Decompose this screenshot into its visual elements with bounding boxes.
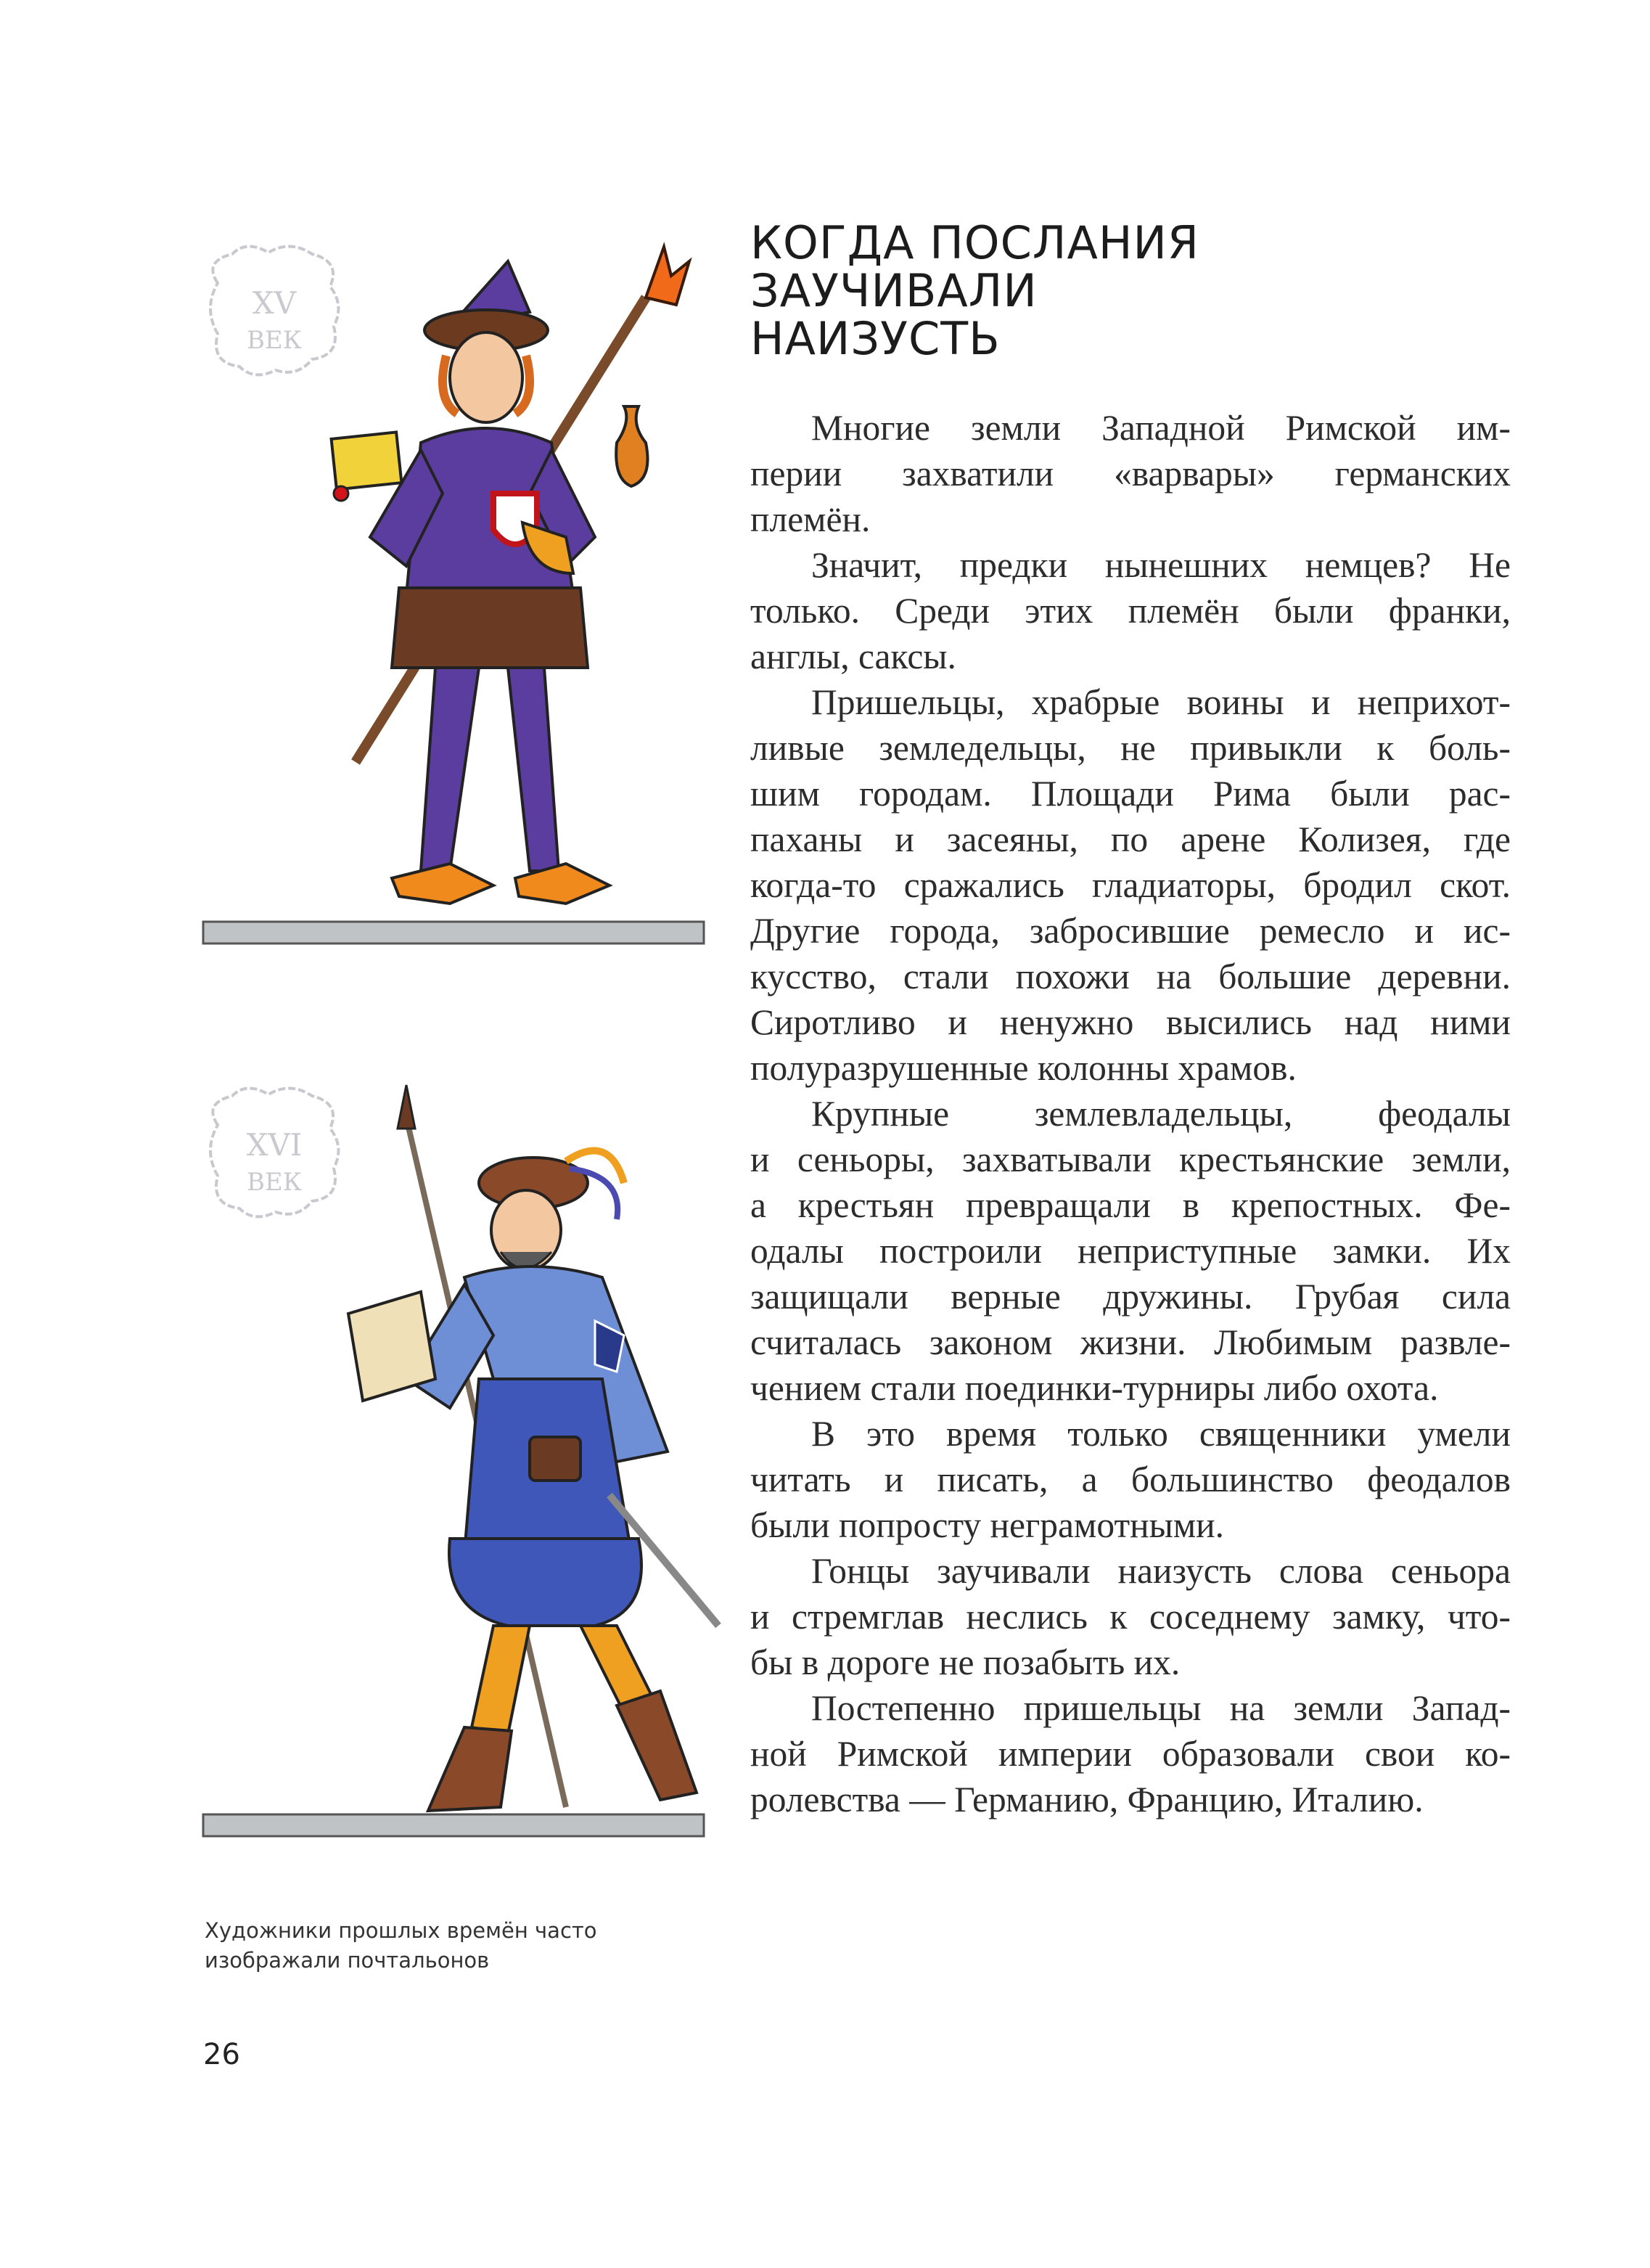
text-line: Постепенно пришельцы на земли Запад- <box>811 1688 1511 1728</box>
text-line: а крестьян превращали в крепостных. Фе- <box>750 1185 1511 1225</box>
paragraph <box>750 1548 1511 1685</box>
text-line: считалась законом жизни. Любимым развле- <box>750 1322 1511 1362</box>
paragraph <box>750 679 1511 1091</box>
century-stamp-xvi <box>210 1088 338 1216</box>
paragraph <box>750 542 1511 679</box>
text-line: когда-то сражались гладиаторы, бродил скот. <box>750 865 1511 905</box>
text-line: Значит, предки нынешних немцев? Не <box>811 545 1511 585</box>
text-line: бы в дороге не позабыть их. <box>750 1642 1181 1682</box>
letter <box>332 432 402 489</box>
caption-line: изображали почтальонов <box>205 1948 490 1973</box>
text-line: ролевства — Германию, Францию, Италию. <box>750 1780 1424 1819</box>
text-line: шим городам. Площади Рима были рас- <box>750 774 1511 814</box>
paragraph <box>750 1685 1511 1822</box>
ground-platform <box>203 922 704 943</box>
page-number: 26 <box>203 2038 240 2071</box>
text-line: ливые земледельцы, не привыкли к боль- <box>750 728 1511 768</box>
text-line: и сеньоры, захватывали крестьянские земли, <box>750 1139 1511 1179</box>
illustration-caption <box>205 1916 713 1976</box>
stamp-word: ВЕК <box>246 1168 303 1197</box>
text-line: Другие города, забросившие ремесло и ис- <box>750 911 1511 951</box>
article-title <box>750 216 1548 365</box>
paragraph <box>750 1091 1511 1411</box>
text-line: читать и писать, а большинство феодалов <box>750 1460 1511 1499</box>
text-line: паханы и засеяны, по арене Колизея, где <box>750 819 1511 859</box>
text-line: Пришельцы, храбрые воины и неприхот- <box>811 682 1511 722</box>
text-line: В это время только священники умели <box>811 1414 1511 1454</box>
text-line: англы, саксы. <box>750 636 956 676</box>
text-line: Многие земли Западной Римской им- <box>811 408 1511 448</box>
text-line: кусство, стали похожи на большие деревни. <box>750 957 1511 996</box>
messenger-xv-illustration <box>189 232 726 958</box>
stamp-word: ВЕК <box>246 326 303 355</box>
text-line: перии захватили «варвары» германских <box>750 454 1511 494</box>
stamp-numeral: XVI <box>246 1127 303 1163</box>
text-line: чением стали поединки-турниры либо охота. <box>750 1368 1439 1408</box>
paragraph <box>750 1411 1511 1548</box>
title-line: ЗАУЧИВАЛИ <box>750 264 1038 317</box>
text-line: только. Среди этих племён были франки, <box>750 591 1511 631</box>
ground-platform <box>203 1814 704 1836</box>
title-line: КОГДА ПОСЛАНИЯ <box>750 216 1200 269</box>
article-body <box>750 405 1511 1822</box>
text-line: одалы построили неприступные замки. Их <box>750 1231 1511 1271</box>
messenger-xvi-illustration <box>189 1074 726 1858</box>
text-line: ной Римской империи образовали свои ко- <box>750 1734 1511 1774</box>
text-line: защищали верные дружины. Грубая сила <box>750 1277 1511 1317</box>
text-line: Крупные землевладельцы, феодалы <box>811 1094 1511 1134</box>
text-line: и стремглав неслись к соседнему замку, что- <box>750 1597 1511 1637</box>
text-line: племён. <box>750 499 871 539</box>
title-line: НАИЗУСТЬ <box>750 312 1001 365</box>
text-line: были попросту неграмотными. <box>750 1505 1225 1545</box>
staff-tip <box>646 247 689 305</box>
text-line: Гонцы заучивали наизусть слова сеньора <box>811 1551 1511 1591</box>
paragraph <box>750 405 1511 542</box>
text-line: Сиротливо и ненужно высились над ними <box>750 1002 1511 1042</box>
caption-line: Художники прошлых времён часто <box>205 1918 597 1943</box>
stamp-numeral: XV <box>252 285 297 321</box>
century-stamp-xv <box>210 246 338 374</box>
text-line: полуразрушенные колонны храмов. <box>750 1048 1297 1088</box>
